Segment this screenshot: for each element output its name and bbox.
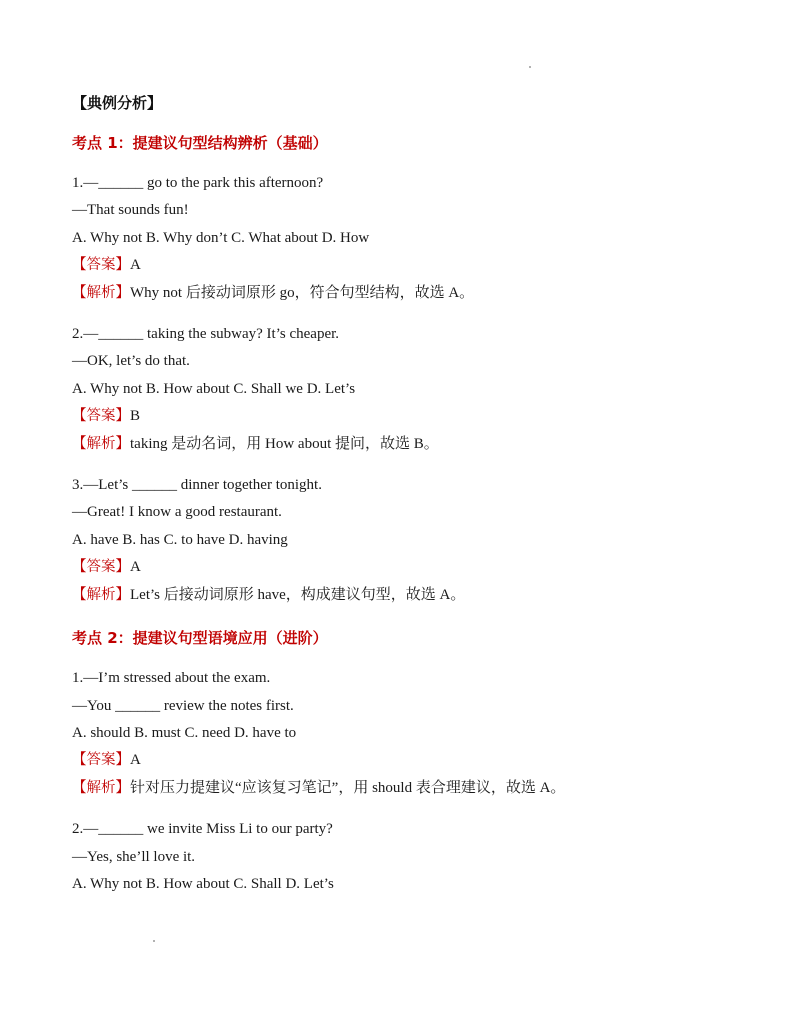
question-item (72, 472, 732, 609)
answer-value: A (130, 559, 141, 576)
analysis-text: Let’s 后接动词原形 have，构成建议句型，故选 A。 (130, 586, 466, 603)
question-options: A. Why not B. Why don’t C. What about D. How (72, 229, 370, 246)
analysis-line (72, 582, 732, 609)
question-item (72, 816, 732, 898)
question-item (72, 321, 732, 458)
answer-value: A (130, 752, 141, 769)
question-stem: 2.—______ taking the subway? It’s cheaper. (72, 326, 340, 343)
analysis-tag: 【解析】 (72, 284, 130, 301)
question-item (72, 665, 732, 802)
scan-speck (529, 66, 531, 68)
scan-speck (153, 940, 155, 942)
question-options: A. Why not B. How about C. Shall we D. Let’s (72, 380, 356, 397)
analysis-tag: 【解析】 (72, 435, 130, 452)
question-options: A. should B. must C. need D. have to (72, 724, 297, 741)
answer-line (72, 747, 732, 774)
section-2 (72, 627, 732, 898)
section-title: 考点 2：提建议句型语境应用（进阶） (72, 629, 328, 648)
question-stem: 1.—______ go to the park this afternoon? (72, 175, 324, 191)
question-options: A. Why not B. How about C. Shall D. Let’s (72, 875, 334, 892)
analysis-tag: 【解析】 (72, 779, 130, 796)
analysis-line (72, 280, 732, 307)
section-1 (72, 132, 732, 609)
document-content (72, 92, 732, 912)
question-reply: —Great! I know a good restaurant. (72, 504, 282, 521)
analysis-text: Why not 后接动词原形 go，符合句型结构，故选 A。 (130, 284, 475, 301)
question-reply: —That sounds fun! (72, 202, 189, 219)
analysis-line (72, 775, 732, 802)
question-reply: —You ______ review the notes first. (72, 697, 294, 714)
question-item (72, 170, 732, 307)
question-options: A. have B. has C. to have D. having (72, 531, 288, 548)
question-stem: 1.—I’m stressed about the exam. (72, 670, 271, 687)
section-title: 考点 1：提建议句型结构辨析（基础） (72, 134, 328, 152)
answer-value: A (130, 257, 141, 274)
analysis-line (72, 431, 732, 458)
analysis-text: 针对压力提建议“应该复习笔记”，用 should 表合理建议，故选 A。 (130, 779, 566, 796)
answer-tag: 【答案】 (72, 752, 130, 769)
question-stem: 3.—Let’s ______ dinner together tonight. (72, 477, 322, 494)
answer-tag: 【答案】 (72, 257, 130, 274)
question-reply: —Yes, she’ll love it. (72, 848, 196, 865)
answer-line (72, 403, 732, 430)
analysis-text: taking 是动名词，用 How about 提问，故选 B。 (130, 435, 439, 452)
answer-value: B (130, 408, 141, 425)
question-stem: 2.—______ we invite Miss Li to our party? (72, 821, 333, 838)
answer-tag: 【答案】 (72, 559, 130, 576)
analysis-tag: 【解析】 (72, 586, 130, 603)
answer-line (72, 554, 732, 581)
page-heading: 【典例分析】 (72, 94, 163, 112)
question-reply: —OK, let’s do that. (72, 353, 190, 370)
answer-line (72, 252, 732, 279)
answer-tag: 【答案】 (72, 408, 130, 425)
